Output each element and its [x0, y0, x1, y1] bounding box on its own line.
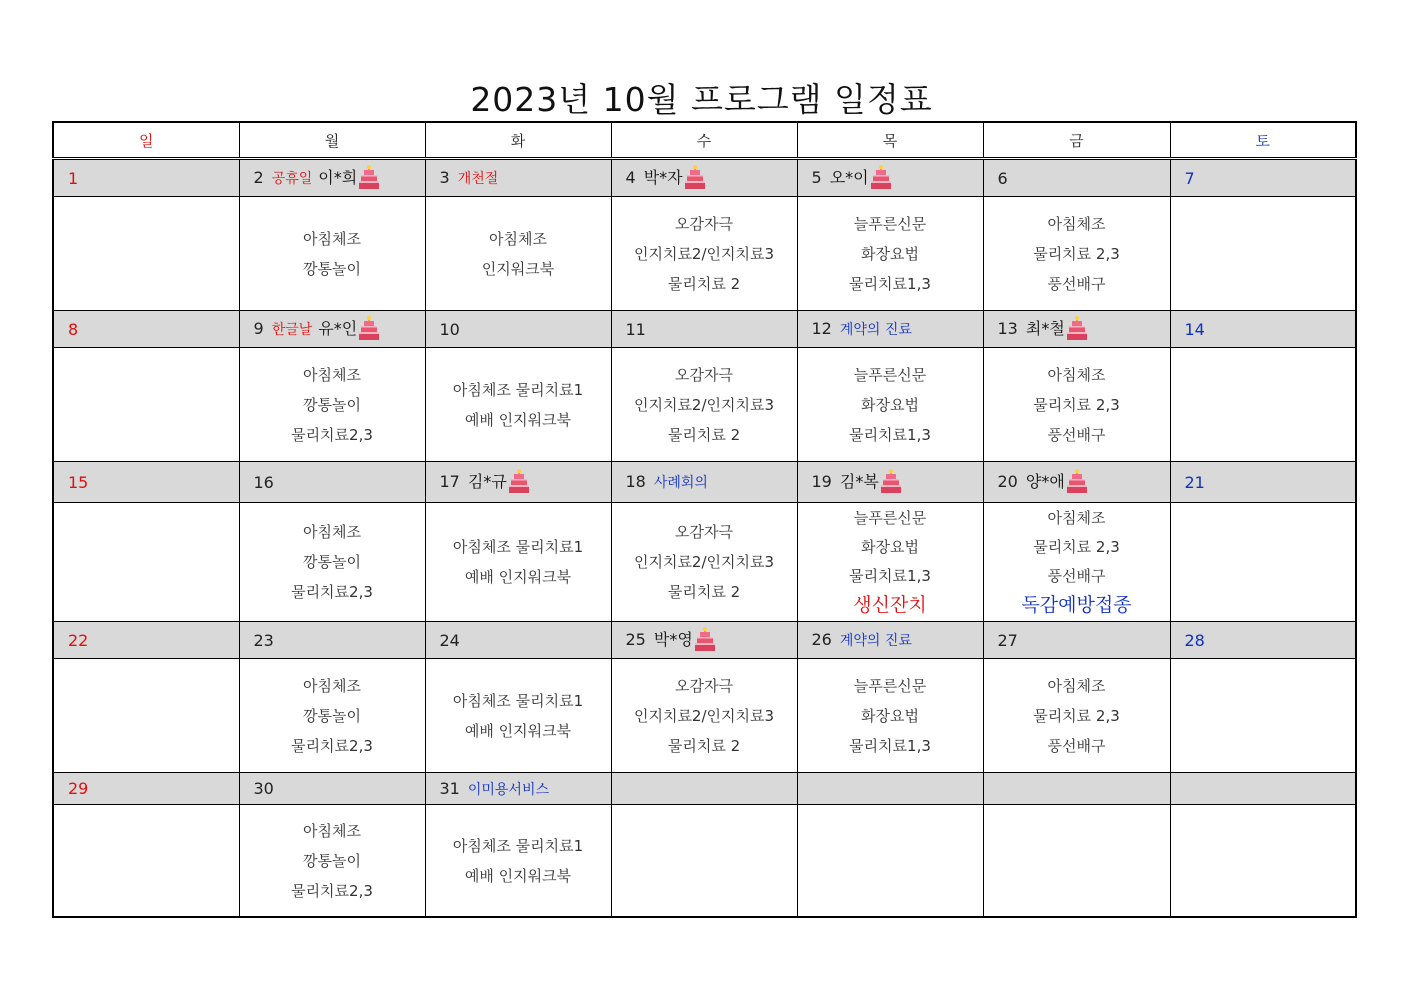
day-number: 1: [68, 168, 79, 188]
date-cell: [425, 773, 611, 805]
program-item: 물리치료 2: [667, 425, 741, 444]
program-row: [53, 503, 1356, 622]
program-item: 물리치료2,3: [291, 736, 373, 755]
day-number: 19: [811, 471, 832, 491]
day-number: 14: [1184, 319, 1205, 339]
program-cell: [797, 503, 983, 622]
birthday-name: 최*철: [1025, 318, 1065, 338]
date-cell: [239, 622, 425, 659]
program-cell: [53, 503, 239, 622]
day-number: 8: [68, 319, 79, 339]
program-item: 아침체조 물리치료1: [452, 836, 584, 855]
date-cell: [239, 311, 425, 348]
program-item: 늘푸른신문: [853, 676, 927, 695]
date-row: [53, 311, 1356, 348]
birthday-name: 김*복: [839, 471, 879, 491]
program-item: 늘푸른신문: [853, 509, 927, 527]
program-item: 아침체조: [303, 523, 361, 541]
event-label: 사례회의: [653, 475, 708, 491]
program-item: 아침체조: [303, 821, 361, 840]
date-cell: [983, 159, 1170, 197]
date-cell: [797, 311, 983, 348]
program-cell: [797, 805, 983, 918]
date-cell: [1170, 311, 1356, 348]
program-item: 오감자극: [675, 365, 733, 384]
day-number: 6: [997, 168, 1008, 188]
day-number: 30: [253, 779, 274, 798]
program-item: 아침체조: [303, 676, 361, 695]
day-number: 23: [253, 630, 274, 650]
program-item: 물리치료1,3: [849, 274, 931, 293]
date-cell: [797, 773, 983, 805]
program-cell: [239, 503, 425, 622]
birthday-name: 김*규: [467, 471, 507, 491]
date-cell: [611, 311, 797, 348]
birthday-cake-icon: [358, 316, 380, 342]
program-item: 화장요법: [861, 538, 919, 556]
date-cell: [425, 159, 611, 197]
weekday-header-sun: 일: [53, 122, 239, 159]
date-row: [53, 159, 1356, 197]
program-item: 예배 인지워크북: [464, 866, 572, 885]
program-item: 물리치료2,3: [291, 425, 373, 444]
program-item: 늘푸른신문: [853, 214, 927, 233]
date-cell: [53, 311, 239, 348]
date-cell: [425, 462, 611, 503]
program-item: 예배 인지워크북: [464, 568, 572, 586]
program-row: [53, 659, 1356, 773]
program-item: 아침체조: [1047, 509, 1106, 527]
program-item: 아침체조: [303, 229, 361, 248]
program-item: 화장요법: [861, 706, 919, 725]
program-item: 인지치료2/인지치료3: [633, 244, 775, 263]
date-row: [53, 773, 1356, 805]
program-item: 인지치료2/인지치료3: [633, 395, 775, 414]
birthday-cake-icon: [508, 469, 530, 495]
program-cell: [239, 348, 425, 462]
program-cell: [425, 348, 611, 462]
day-number: 9: [253, 318, 264, 338]
flu-vaccination-label: 독감예방접종: [1021, 594, 1132, 616]
holiday-label: 개천절: [457, 171, 499, 187]
weekday-header-mon: 월: [239, 122, 425, 159]
event-label: 이미용서비스: [467, 781, 550, 798]
day-number: 27: [997, 630, 1018, 650]
date-cell: [983, 462, 1170, 503]
date-cell: [611, 159, 797, 197]
day-number: 22: [68, 630, 89, 650]
program-item: 물리치료 2: [667, 274, 741, 293]
day-number: 18: [625, 472, 646, 491]
birthday-name: 양*애: [1025, 471, 1065, 491]
day-number: 28: [1184, 630, 1205, 650]
program-cell: [425, 659, 611, 773]
weekday-header-thu: 목: [797, 122, 983, 159]
day-number: 13: [997, 318, 1018, 338]
birthday-cake-icon: [1066, 469, 1088, 495]
program-item: 아침체조: [489, 229, 547, 248]
birthday-party-label: 생신잔치: [853, 594, 927, 616]
day-number: 12: [811, 319, 832, 338]
weekday-header-sat: 토: [1170, 122, 1356, 159]
holiday-label: 공휴일: [271, 170, 313, 187]
program-cell: [239, 659, 425, 773]
program-row: [53, 197, 1356, 311]
program-cell: [611, 805, 797, 918]
date-cell: [1170, 462, 1356, 503]
day-number: 4: [625, 167, 636, 187]
program-cell: [1170, 197, 1356, 311]
birthday-name: 박*영: [653, 629, 693, 649]
program-item: 깡통놀이: [303, 851, 361, 870]
program-item: 예배 인지워크북: [464, 410, 572, 429]
weekday-header-row: [53, 122, 1356, 159]
program-item: 물리치료 2,3: [1033, 395, 1120, 414]
date-cell: [425, 622, 611, 659]
program-row: [53, 805, 1356, 918]
program-cell: [983, 659, 1170, 773]
program-item: 인지치료2/인지치료3: [633, 553, 775, 571]
program-row: [53, 348, 1356, 462]
date-cell: [1170, 159, 1356, 197]
date-cell: [239, 773, 425, 805]
program-item: 오감자극: [675, 523, 733, 541]
date-row: [53, 622, 1356, 659]
program-cell: [1170, 348, 1356, 462]
program-cell: [1170, 503, 1356, 622]
program-cell: [611, 348, 797, 462]
day-number: 3: [439, 168, 450, 187]
birthday-cake-icon: [870, 165, 892, 191]
program-item: 물리치료 2: [667, 736, 741, 755]
date-cell: [797, 622, 983, 659]
schedule-table: [52, 121, 1357, 918]
day-number: 20: [997, 471, 1018, 491]
birthday-name: 유*인: [318, 318, 358, 338]
program-item: 아침체조 물리치료1: [452, 538, 584, 556]
birthday-cake-icon: [880, 469, 902, 495]
date-cell: [1170, 773, 1356, 805]
program-item: 아침체조 물리치료1: [452, 691, 584, 710]
program-cell: [983, 348, 1170, 462]
date-cell: [239, 159, 425, 197]
program-cell: [53, 348, 239, 462]
program-item: 물리치료1,3: [849, 425, 931, 444]
program-cell: [425, 197, 611, 311]
day-number: 11: [625, 319, 646, 339]
day-number: 24: [439, 630, 460, 650]
program-item: 물리치료 2,3: [1033, 538, 1120, 556]
weekday-header-tue: 화: [425, 122, 611, 159]
day-number: 5: [811, 167, 822, 187]
date-cell: [53, 622, 239, 659]
date-cell: [983, 311, 1170, 348]
program-item: 풍선배구: [1047, 274, 1106, 293]
program-item: 인지워크북: [481, 259, 555, 278]
program-item: 아침체조: [1047, 214, 1106, 233]
program-cell: [53, 659, 239, 773]
day-number: 25: [625, 629, 646, 649]
weekday-header-wed: 수: [611, 122, 797, 159]
day-number: 2: [253, 167, 264, 187]
date-cell: [983, 622, 1170, 659]
program-item: 깡통놀이: [303, 706, 361, 725]
date-cell: [611, 773, 797, 805]
program-item: 물리치료2,3: [291, 881, 373, 900]
date-cell: [53, 159, 239, 197]
date-cell: [611, 622, 797, 659]
program-cell: [425, 805, 611, 918]
birthday-cake-icon: [684, 165, 706, 191]
event-label: 계약의 진료: [839, 322, 912, 338]
program-item: 오감자극: [675, 676, 733, 695]
day-number: 29: [68, 779, 89, 798]
birthday-cake-icon: [358, 165, 380, 191]
program-item: 물리치료2,3: [291, 583, 373, 601]
program-item: 물리치료 2: [667, 583, 741, 601]
program-item: 아침체조: [1047, 676, 1106, 695]
program-cell: [1170, 659, 1356, 773]
program-item: 깡통놀이: [303, 395, 361, 414]
program-item: 물리치료 2,3: [1033, 244, 1120, 263]
program-item: 깡통놀이: [303, 259, 361, 278]
holiday-label: 한글날: [271, 321, 313, 338]
program-cell: [797, 659, 983, 773]
program-cell: [611, 659, 797, 773]
program-cell: [239, 197, 425, 311]
program-item: 아침체조: [1047, 365, 1106, 384]
program-item: 풍선배구: [1047, 567, 1106, 585]
program-item: 아침체조 물리치료1: [452, 380, 584, 399]
program-item: 물리치료1,3: [849, 736, 931, 755]
program-cell: [983, 197, 1170, 311]
birthday-name: 박*자: [643, 167, 683, 187]
program-cell: [53, 197, 239, 311]
weekday-header-fri: 금: [983, 122, 1170, 159]
program-item: 깡통놀이: [303, 553, 361, 571]
program-cell: [425, 503, 611, 622]
program-cell: [53, 805, 239, 918]
program-item: 아침체조: [303, 365, 361, 384]
program-item: 물리치료1,3: [849, 567, 931, 585]
day-number: 31: [439, 778, 460, 798]
birthday-cake-icon: [1066, 316, 1088, 342]
program-item: 인지치료2/인지치료3: [633, 706, 775, 725]
program-cell: [797, 197, 983, 311]
program-cell: [983, 503, 1170, 622]
program-cell: [611, 503, 797, 622]
date-cell: [611, 462, 797, 503]
date-cell: [239, 462, 425, 503]
program-cell: [983, 805, 1170, 918]
program-item: 화장요법: [861, 244, 919, 263]
program-item: 풍선배구: [1047, 736, 1106, 755]
date-cell: [1170, 622, 1356, 659]
day-number: 10: [439, 319, 460, 339]
day-number: 21: [1184, 472, 1205, 492]
date-cell: [797, 462, 983, 503]
program-item: 오감자극: [675, 214, 733, 233]
program-item: 풍선배구: [1047, 425, 1106, 444]
day-number: 17: [439, 471, 460, 491]
program-cell: [1170, 805, 1356, 918]
date-cell: [983, 773, 1170, 805]
program-item: 늘푸른신문: [853, 365, 927, 384]
date-cell: [425, 311, 611, 348]
birthday-cake-icon: [694, 627, 716, 653]
program-cell: [611, 197, 797, 311]
program-item: 예배 인지워크북: [464, 721, 572, 740]
date-row: [53, 462, 1356, 503]
event-label: 계약의 진료: [839, 633, 912, 649]
date-cell: [53, 773, 239, 805]
day-number: 26: [811, 630, 832, 649]
program-item: 물리치료 2,3: [1033, 706, 1120, 725]
day-number: 16: [253, 472, 274, 492]
program-cell: [239, 805, 425, 918]
program-item: 화장요법: [861, 395, 919, 414]
program-cell: [797, 348, 983, 462]
date-cell: [53, 462, 239, 503]
date-cell: [797, 159, 983, 197]
day-number: 15: [68, 472, 89, 492]
birthday-name: 오*이: [829, 167, 869, 187]
day-number: 7: [1184, 168, 1195, 188]
birthday-name: 이*희: [318, 167, 358, 187]
page-title: 2023년 10월 프로그램 일정표: [470, 80, 933, 119]
